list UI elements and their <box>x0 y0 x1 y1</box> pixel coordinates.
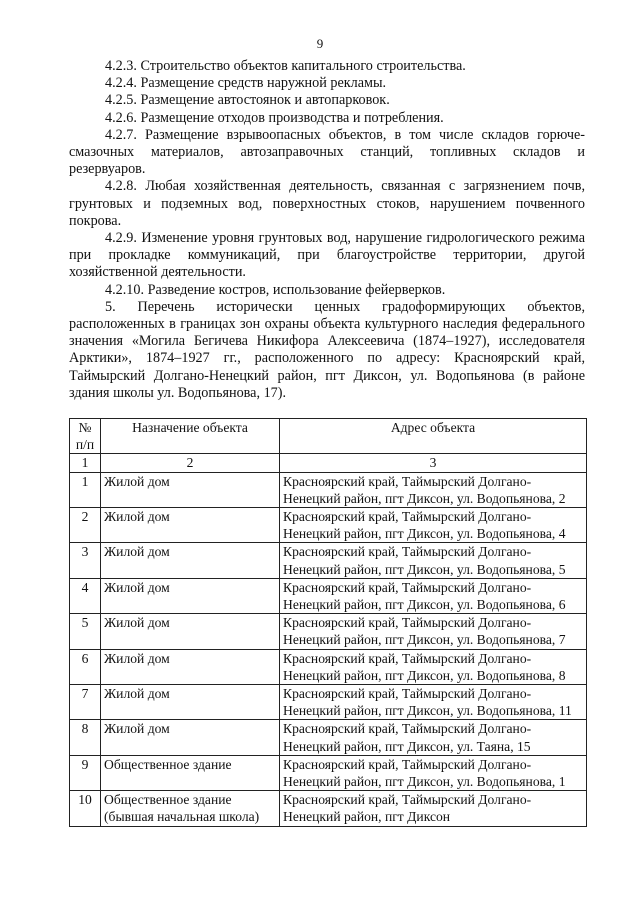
table-column-index-row <box>70 454 587 472</box>
table-row <box>70 755 587 790</box>
objects-table <box>69 418 587 827</box>
row-purpose: Жилой дом <box>101 578 280 613</box>
clause-4-2-5: 4.2.5. Размещение автостоянок и автопарковок. <box>105 92 390 109</box>
page-number: 9 <box>316 36 324 51</box>
table-row <box>70 508 587 543</box>
row-address: Красноярский край, Таймырский Долгано-Ненецкий район, пгт Диксон, ул. Водопьянова, 2 <box>280 472 587 507</box>
table-row <box>70 791 587 826</box>
row-number: 1 <box>70 472 101 507</box>
column-index-3: 3 <box>280 454 587 472</box>
table-row <box>70 614 587 649</box>
table-row <box>70 649 587 684</box>
row-purpose: Жилой дом <box>101 543 280 578</box>
row-address: Красноярский край, Таймырский Долгано-Ненецкий район, пгт Диксон, ул. Водопьянова, 1 <box>280 755 587 790</box>
row-number: 4 <box>70 578 101 613</box>
clause-4-2-3: 4.2.3. Строительство объектов капитального строительства. <box>105 58 466 74</box>
row-purpose: Общественное здание <box>101 755 280 790</box>
clause-4-2-7: 4.2.7. Размещение взрывоопасных объектов, в том числе складов горюче-смазочных материалов, автозаправочных станций, топливных складов и резервуаров. <box>69 126 585 178</box>
row-address: Красноярский край, Таймырский Долгано-Ненецкий район, пгт Диксон, ул. Водопьянова, 6 <box>280 578 587 613</box>
table-header-row <box>70 419 587 454</box>
row-number: 10 <box>70 791 101 826</box>
column-index-1: 1 <box>70 454 101 472</box>
clause-4-2-10: 4.2.10. Разведение костров, использование фейерверков. <box>105 281 446 298</box>
clause-4-2-8: 4.2.8. Любая хозяйственная деятельность, связанная с загрязнением почв, грунтовых и подземных вод, поверхностных стоков, нарушением почвенного покрова. <box>69 178 585 229</box>
document-body <box>69 58 585 402</box>
header-address: Адрес объекта <box>280 419 587 454</box>
clause-4-2-4: 4.2.4. Размещение средств наружной рекламы. <box>105 75 387 92</box>
row-number: 6 <box>70 649 101 684</box>
table-row <box>70 578 587 613</box>
row-purpose: Жилой дом <box>101 472 280 507</box>
table-row <box>70 472 587 507</box>
header-number: № п/п <box>70 419 101 454</box>
row-address: Красноярский край, Таймырский Долгано-Ненецкий район, пгт Диксон <box>280 791 587 826</box>
row-address: Красноярский край, Таймырский Долгано-Ненецкий район, пгт Диксон, ул. Водопьянова, 7 <box>280 614 587 649</box>
table-row <box>70 685 587 720</box>
column-index-2: 2 <box>101 454 280 472</box>
row-number: 3 <box>70 543 101 578</box>
row-address: Красноярский край, Таймырский Долгано-Ненецкий район, пгт Диксон, ул. Водопьянова, 8 <box>280 649 587 684</box>
clause-4-2-9: 4.2.9. Изменение уровня грунтовых вод, нарушение гидрологического режима при прокладке коммуникаций, при благоустройстве территории, другой хозяйственной деятельности. <box>69 230 585 281</box>
row-address: Красноярский край, Таймырский Долгано-Ненецкий район, пгт Диксон, ул. Водопьянова, 4 <box>280 508 587 543</box>
table-row <box>70 720 587 755</box>
table-row <box>70 543 587 578</box>
row-address: Красноярский край, Таймырский Долгано-Ненецкий район, пгт Диксон, ул. Таяна, 15 <box>280 720 587 755</box>
row-purpose: Жилой дом <box>101 649 280 684</box>
row-purpose: Жилой дом <box>101 720 280 755</box>
row-number: 5 <box>70 614 101 649</box>
row-number: 8 <box>70 720 101 755</box>
row-address: Красноярский край, Таймырский Долгано-Ненецкий район, пгт Диксон, ул. Водопьянова, 11 <box>280 685 587 720</box>
row-purpose: Жилой дом <box>101 508 280 543</box>
row-purpose: Жилой дом <box>101 685 280 720</box>
clause-4-2-6: 4.2.6. Размещение отходов производства и потребления. <box>105 109 444 126</box>
row-purpose: Общественное здание (бывшая начальная школа) <box>101 791 280 826</box>
row-number: 9 <box>70 755 101 790</box>
row-number: 2 <box>70 508 101 543</box>
row-address: Красноярский край, Таймырский Долгано-Ненецкий район, пгт Диксон, ул. Водопьянова, 5 <box>280 543 587 578</box>
section-5-heading: 5. Перечень исторически ценных градоформирующих объектов, расположенных в границах зон охраны объекта культурного наследия федерального значения «Могила Бегичева Никифора Алексеевича (1874–1927), исследователя Арктики», 1874–1927 гг., расположенного по адресу: Красноярский край, Таймырский Долгано-Ненецкий район, пгт Диксон, ул. Водопьянова (в районе здания школы ул. Водопьянова, 17). <box>69 298 585 401</box>
row-purpose: Жилой дом <box>101 614 280 649</box>
row-number: 7 <box>70 685 101 720</box>
header-purpose: Назначение объекта <box>101 419 280 454</box>
